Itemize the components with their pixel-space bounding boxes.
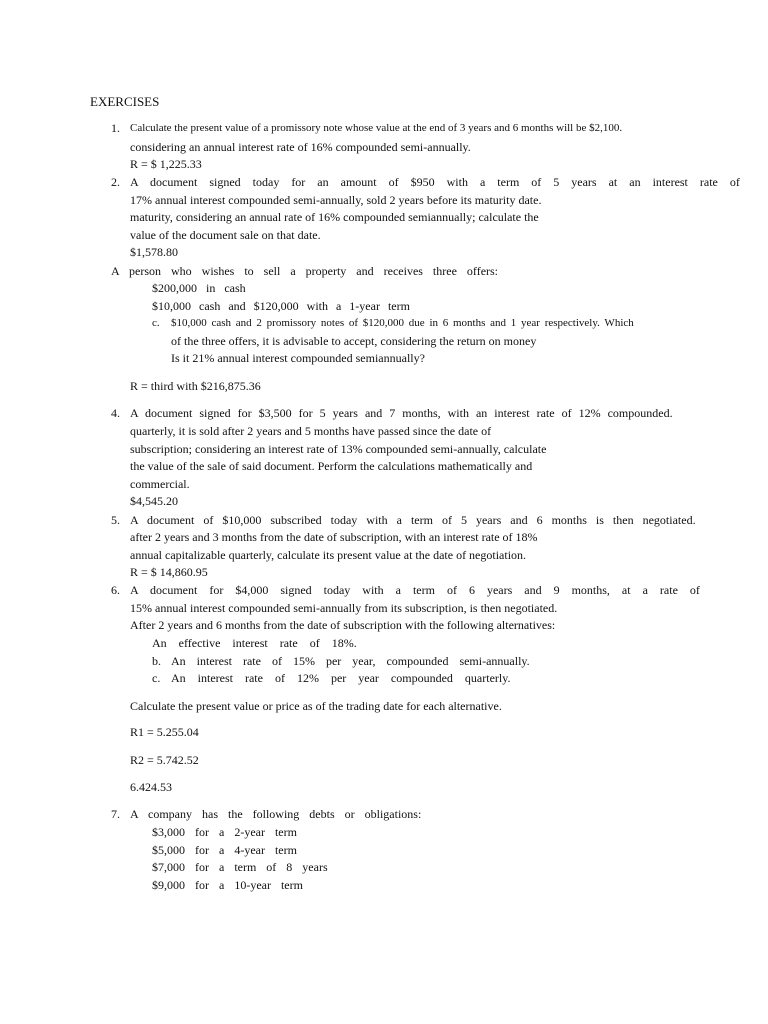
debt-item: $3,000 for a 2-year term: [152, 825, 297, 839]
page-title: EXERCISES: [90, 94, 160, 109]
exercise-number: 5.: [111, 513, 120, 527]
exercise-text: A person who wishes to sell a property and receives three offers:: [111, 264, 499, 278]
alternative-item: An interest rate of 12% per year compounded quarterly.: [171, 671, 511, 685]
exercise-text: maturity, considering an annual rate of 16% compounded semiannually; calculate the: [130, 210, 539, 224]
debt-item: $9,000 for a 10-year term: [152, 878, 303, 892]
exercise-answer: R2 = 5.742.52: [130, 753, 199, 767]
exercise-text: Calculate the present value of a promissory note whose value at the end of 3 years and 6 months will be $2,100.: [130, 122, 623, 134]
list-marker: c.: [152, 671, 161, 685]
exercise-answer: R = $ 1,225.33: [130, 157, 202, 171]
exercise-text: Calculate the present value or price as of the trading date for each alternative.: [130, 699, 502, 713]
exercise-text: annual capitalizable quarterly, calculate its present value at the date of negotiation.: [130, 548, 527, 562]
exercise-text: considering an annual interest rate of 16% compounded semi-annually.: [130, 140, 471, 154]
debt-item: $7,000 for a term of 8 years: [152, 860, 328, 874]
alternative-item: An interest rate of 15% per year, compounded semi-annually.: [171, 654, 530, 668]
exercise-number: 6.: [111, 583, 120, 597]
exercise-text: A company has the following debts or obligations:: [130, 807, 422, 821]
offer-item: $200,000 in cash: [152, 281, 246, 295]
exercise-text: 17% annual interest compounded semi-annually, sold 2 years before its maturity date.: [130, 193, 542, 207]
alternative-item: An effective interest rate of 18%.: [152, 636, 357, 650]
exercise-answer: $1,578.80: [130, 245, 178, 259]
exercise-text: commercial.: [130, 477, 190, 491]
exercise-text: the value of the sale of said document. Perform the calculations mathematically and: [130, 459, 533, 473]
list-marker: c.: [152, 317, 160, 329]
exercise-text: A document signed today for an amount of $950 with a term of 5 years at an interest rate of: [130, 175, 740, 189]
exercise-number: 4.: [111, 406, 120, 420]
exercise-text: A document of $10,000 subscribed today with a term of 5 years and 6 months is then negotiated.: [130, 513, 696, 527]
offer-item: $10,000 cash and $120,000 with a 1-year term: [152, 299, 410, 313]
exercise-text: of the three offers, it is advisable to accept, considering the return on money: [171, 334, 537, 348]
exercise-number: 1.: [111, 121, 120, 135]
exercise-answer: R1 = 5.255.04: [130, 725, 199, 739]
exercise-answer: R = third with $216,875.36: [130, 379, 261, 393]
exercise-text: Is it 21% annual interest compounded semiannually?: [171, 351, 425, 365]
exercise-text: value of the document sale on that date.: [130, 228, 321, 242]
exercise-number: 7.: [111, 807, 120, 821]
exercise-text: After 2 years and 6 months from the date of subscription with the following alternatives:: [130, 618, 556, 632]
exercise-answer: R = $ 14,860.95: [130, 565, 208, 579]
offer-item: $10,000 cash and 2 promissory notes of $120,000 due in 6 months and 1 year respectively. Which: [171, 317, 634, 329]
debt-item: $5,000 for a 4-year term: [152, 843, 297, 857]
exercise-number: 2.: [111, 175, 120, 189]
exercise-answer: 6.424.53: [130, 780, 172, 794]
exercise-text: subscription; considering an interest rate of 13% compounded semi-annually, calculate: [130, 442, 547, 456]
exercise-text: A document signed for $3,500 for 5 years and 7 months, with an interest rate of 12% compounded.: [130, 406, 673, 420]
exercise-text: A document for $4,000 signed today with a term of 6 years and 9 months, at a rate of: [130, 583, 700, 597]
exercise-text: quarterly, it is sold after 2 years and 5 months have passed since the date of: [130, 424, 492, 438]
exercise-text: 15% annual interest compounded semi-annually from its subscription, is then negotiated.: [130, 601, 558, 615]
list-marker: b.: [152, 654, 161, 668]
exercise-answer: $4,545.20: [130, 494, 178, 508]
exercise-text: after 2 years and 3 months from the date of subscription, with an interest rate of 18%: [130, 530, 538, 544]
